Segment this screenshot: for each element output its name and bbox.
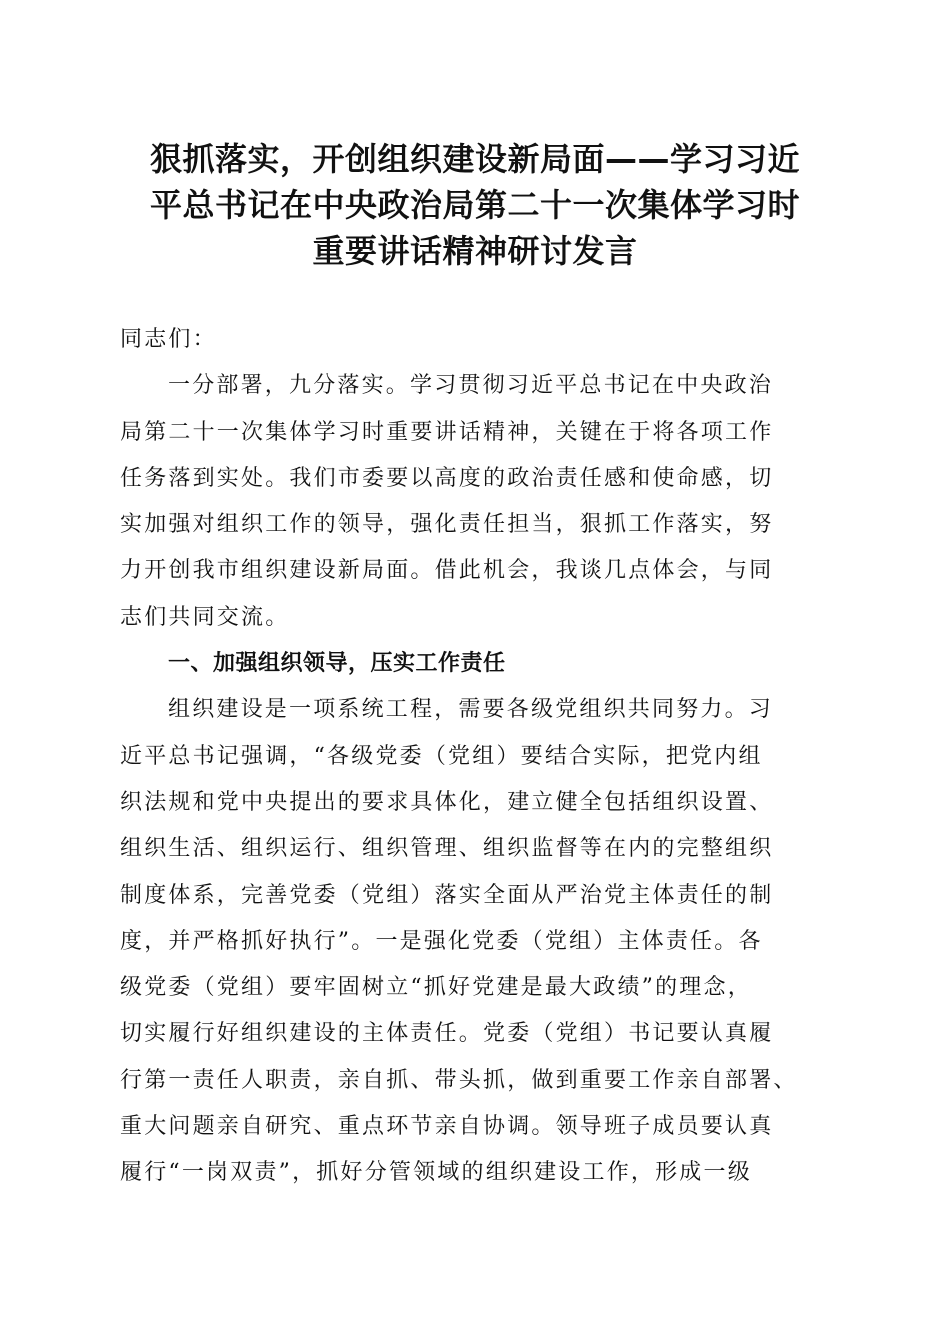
paragraph-line: 组织生活、组织运行、组织管理、组织监督等在内的完整组织 [120, 836, 774, 862]
paragraph-line: 实加强对组织工作的领导，强化责任担当，狠抓工作落实，努 [120, 512, 774, 538]
paragraph-line: 组织建设是一项系统工程，需要各级党组织共同努力。习 [168, 697, 774, 723]
salutation: 同志们： [120, 327, 217, 352]
paragraph-line: 志们共同交流。 [120, 604, 290, 630]
paragraph-line: 任务落到实处。我们市委要以高度的政治责任感和使命感，切 [120, 465, 774, 491]
paragraph-line: 制度体系，完善党委（党组）落实全面从严治党主体责任的制 [120, 882, 774, 908]
title-line: 狠抓落实，开创组织建设新局面——学习习近 [149, 140, 800, 178]
section-paragraph [120, 687, 840, 1196]
paragraph-line: 履行“一岗双责”，抓好分管领域的组织建设工作，形成一级 [120, 1160, 752, 1186]
document-title [100, 136, 850, 274]
title-line: 平总书记在中央政治局第二十一次集体学习时 [149, 186, 800, 224]
title-line: 重要讲话精神研讨发言 [312, 232, 638, 270]
paragraph-line: 局第二十一次集体学习时重要讲话精神，关键在于将各项工作 [120, 419, 774, 445]
section-heading: 一、加强组织领导，压实工作责任 [168, 651, 506, 677]
paragraph-line: 一分部署，九分落实。学习贯彻习近平总书记在中央政治 [168, 373, 774, 399]
paragraph-line: 织法规和党中央提出的要求具体化，建立健全包括组织设置、 [120, 789, 774, 815]
intro-paragraph [120, 363, 840, 641]
paragraph-line: 度，并严格抓好执行”。一是强化党委（党组）主体责任。各 [120, 928, 763, 954]
paragraph-line: 级党委（党组）要牢固树立“抓好党建是最大政绩”的理念， [120, 975, 752, 1001]
paragraph-line: 行第一责任人职责，亲自抓、带头抓，做到重要工作亲自部署、 [120, 1067, 798, 1093]
paragraph-line: 切实履行好组织建设的主体责任。党委（党组）书记要认真履 [120, 1021, 774, 1047]
paragraph-line: 近平总书记强调，“各级党委（党组）要结合实际，把党内组 [120, 743, 763, 769]
document-body [120, 317, 840, 1197]
paragraph-line: 重大问题亲自研究、重点环节亲自协调。领导班子成员要认真 [120, 1114, 774, 1140]
paragraph-line: 力开创我市组织建设新局面。借此机会，我谈几点体会，与同 [120, 558, 774, 584]
